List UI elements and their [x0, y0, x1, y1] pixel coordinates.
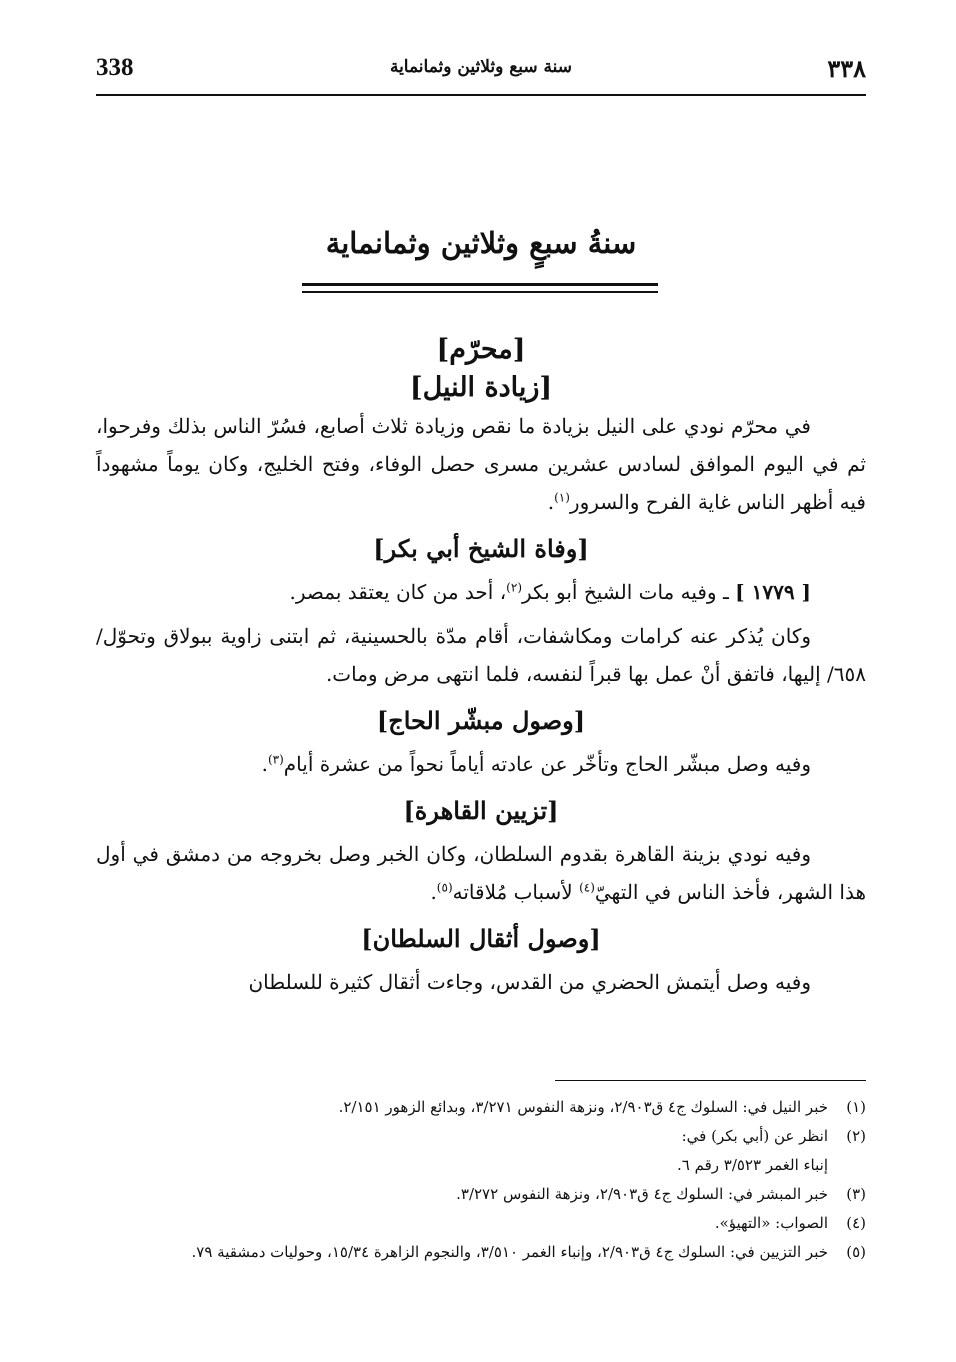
paragraph-text: في محرّم نودي على النيل بزيادة ما نقص وزيادة ثلاث أصابع، فسُرّ الناس بذلك وفرحوا، ثم في اليوم الموافق لسادس عشرين مسرى حصل الوفاء، وفتح الخليج، وكان يوماً مشهوداً فيه أظهر الناس غاية الفرح والسرور — [96, 414, 866, 514]
footnote-marker: (١) — [554, 490, 570, 505]
section-heading-cairo: [تزيين القاهرة] — [403, 796, 559, 825]
footnote-4 — [96, 1209, 866, 1238]
entry-number: [ ١٧٧٩ ] — [735, 580, 811, 604]
paragraph-text: ، أحد من كان يعتقد بمصر. — [289, 580, 507, 604]
paragraph-text: وفيه وصل أيتمش الحضري من القدس، وجاءت أثقال كثيرة للسلطان — [248, 970, 811, 994]
page-number-arabic: ٣٣٨ — [827, 54, 866, 83]
footnote-separator — [555, 1080, 866, 1081]
paragraph-text: لأسباب مُلاقاته — [452, 880, 580, 904]
footnote-text: خبر النيل في: السلوك ج٤ ق٢/٩٠٣، ونزهة النفوس ٣/٢٧١، وبدائع الزهور ٢/١٥١. — [338, 1098, 828, 1116]
paragraph-baggage — [96, 963, 866, 1001]
footnote-2-continuation: إنباء الغمر ٣/٥٢٣ رقم ٦. — [676, 1156, 828, 1174]
footnote-number: (٤) — [846, 1214, 866, 1232]
paragraph-herald — [96, 745, 866, 783]
footnote-number: (٣) — [846, 1185, 866, 1203]
paragraph-text: ـ وفيه مات الشيخ أبو بكر — [522, 580, 736, 604]
paragraph-end: . — [547, 490, 555, 514]
main-text — [96, 331, 866, 1007]
paragraph-text: وفيه وصل مبشّر الحاج وتأخّر عن عادته أياماً نحواً من عشرة أيام — [283, 752, 811, 776]
paragraph-text: وكان يُذكر عنه كرامات ومكاشفات، أقام مدّة بالحسينية، ثم ابتنى زاوية ببولاق وتحوّل/٦٥٨/ إليها، فاتفق أنْ عمل بها قبراً لنفسه، فلما انتهى مرض ومات. — [96, 624, 866, 686]
paragraph-end: . — [261, 752, 268, 776]
footnote-marker: (٤) — [579, 880, 595, 895]
section-heading-baggage: [وصول أثقال السلطان] — [361, 924, 601, 953]
page-number-latin: 338 — [96, 54, 134, 81]
footnote-number: (٢) — [846, 1127, 866, 1145]
footnote-5 — [96, 1238, 866, 1267]
running-title: سنة سبع وثلاثين وثمانماية — [389, 57, 573, 77]
footnote-text: خبر التزيين في: السلوك ج٤ ق٢/٩٠٣، وإنباء الغمر ٣/٥١٠، والنجوم الزاهرة ١٥/٣٤، وحوليات دمشقية ٧٩. — [191, 1243, 828, 1261]
chapter-title: سنةُ سبعٍ وثلاثين وثمانماية — [325, 226, 637, 260]
footnote-text: الصواب: «التهيؤ». — [714, 1214, 828, 1232]
footnote-text: خبر المبشر في: السلوك ج٤ ق٢/٩٠٣، ونزهة النفوس ٣/٢٧٢. — [456, 1185, 828, 1203]
footnote-marker: (٥) — [436, 880, 453, 895]
footnote-number: (٥) — [846, 1243, 866, 1261]
month-heading: [محرّم] — [436, 334, 526, 365]
paragraph-nile — [96, 407, 866, 521]
page-header — [96, 54, 866, 96]
footnote-2 — [96, 1122, 866, 1151]
section-heading-nile: [زيادة النيل] — [409, 372, 553, 403]
footnote-3 — [96, 1180, 866, 1209]
section-heading-sheikh: [وفاة الشيخ أبي بكر] — [373, 534, 589, 563]
section-heading-herald: [وصول مبشّر الحاج] — [376, 706, 586, 735]
footnote-marker: (٢) — [506, 580, 522, 595]
paragraph-sheikh-entry — [96, 573, 866, 611]
paragraph-sheikh-bio — [96, 617, 866, 693]
paragraph-cairo — [96, 835, 866, 911]
footnote-marker: (٣) — [267, 752, 284, 767]
paragraph-end: . — [430, 880, 437, 904]
title-double-rule — [302, 283, 658, 293]
footnotes — [96, 1093, 866, 1267]
footnote-text: انظر عن (أبي بكر) في: — [681, 1127, 828, 1145]
footnote-1 — [96, 1093, 866, 1122]
paragraph-text: وفيه نودي بزينة القاهرة بقدوم السلطان، وكان الخبر وصل بخروجه من دمشق في أول هذا الشهر، فأخذ الناس في التهيّ — [96, 842, 866, 904]
footnote-number: (١) — [846, 1098, 866, 1116]
